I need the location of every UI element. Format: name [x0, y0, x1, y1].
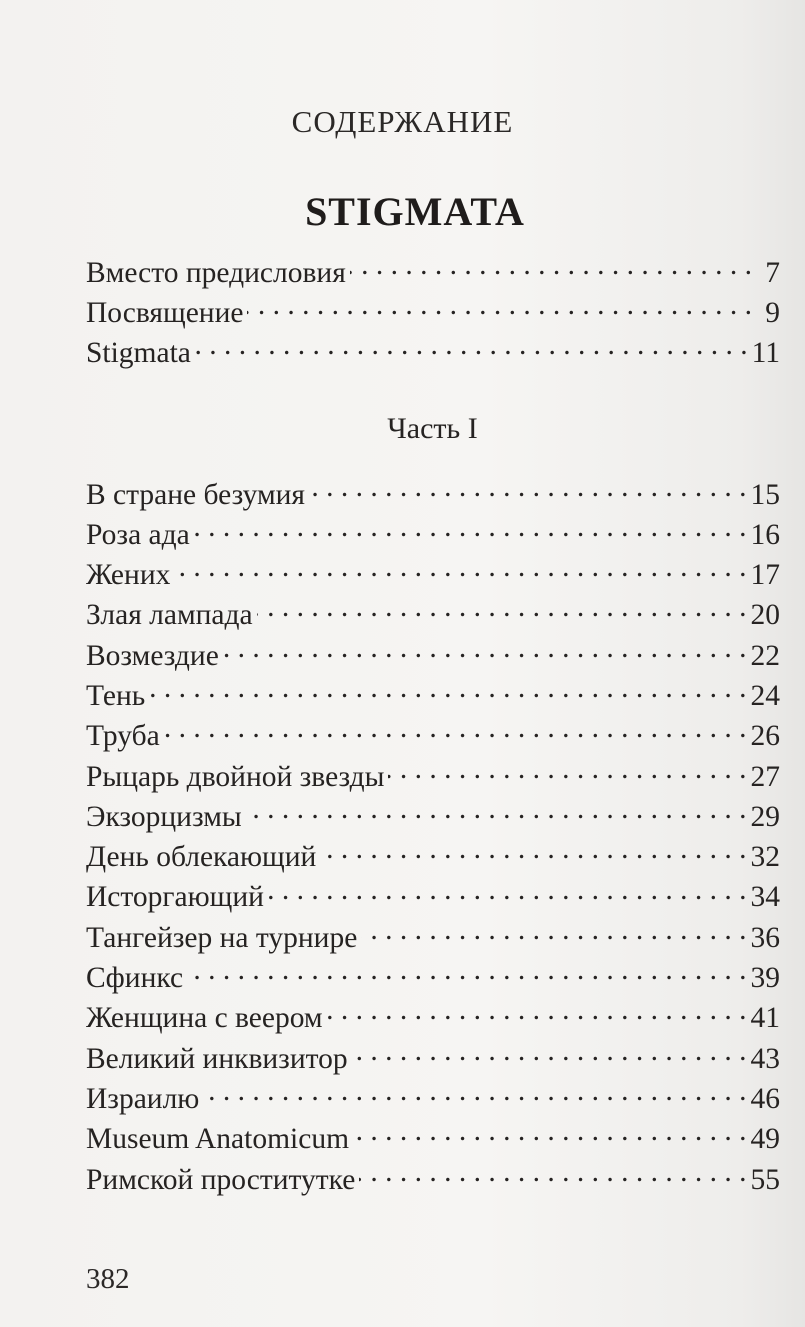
dot-leader [246, 796, 747, 826]
toc-entry [86, 555, 780, 595]
dot-leader [359, 1159, 746, 1189]
toc-entry-title: Stigmata [86, 337, 191, 370]
toc-entry-title: Римской проститутке [86, 1163, 356, 1196]
dot-leader [223, 635, 747, 665]
page-number: 382 [86, 1263, 130, 1295]
dot-leader [361, 917, 746, 947]
section-title: STIGMATA [305, 189, 525, 234]
part-title: Часть I [387, 412, 478, 445]
toc-entry-page: 34 [750, 881, 780, 914]
dot-leader [350, 252, 752, 282]
dot-leader [320, 837, 746, 867]
toc-entry-page: 7 [765, 256, 780, 289]
toc-entry [86, 998, 780, 1038]
toc-entry-page: 16 [750, 518, 780, 551]
toc-entry-title: Сфинкс [86, 962, 184, 995]
dot-leader [187, 958, 746, 988]
dot-leader [257, 595, 747, 625]
toc-entry-title: Посвящение [86, 296, 244, 329]
toc-entry-title: Жених [86, 559, 171, 592]
dot-leader [247, 292, 752, 322]
toc-entry-page: 55 [750, 1163, 780, 1196]
toc-entry-page: 41 [750, 1002, 780, 1035]
toc-entry-title: Женщина с веером [86, 1002, 323, 1035]
toc-entry [86, 877, 780, 917]
toc-entry-title: Museum Anatomicum [86, 1123, 350, 1156]
toc-entry [86, 514, 780, 554]
toc-entry-title: В стране безумия [86, 478, 305, 511]
toc-entry [86, 1038, 780, 1078]
toc-entry-page: 27 [750, 760, 780, 793]
toc-entry [86, 1159, 780, 1199]
dot-leader [149, 675, 746, 705]
dot-leader [268, 877, 747, 907]
toc-entry-title: Злая лампада [86, 599, 253, 632]
toc-entry-page: 22 [750, 639, 780, 672]
toc-entry-page: 43 [750, 1042, 780, 1075]
toc-entry [86, 1119, 780, 1159]
toc-entry [86, 756, 780, 796]
toc-entry-page: 39 [750, 962, 780, 995]
dot-leader [388, 756, 746, 786]
toc-entry [86, 917, 780, 957]
toc-entry-page: 24 [750, 679, 780, 712]
toc-entry [86, 1078, 780, 1118]
toc-entry-title: Труба [86, 720, 160, 753]
contents-heading: СОДЕРЖАНИЕ [291, 104, 514, 139]
toc-entry [86, 837, 780, 877]
toc-entry [86, 292, 780, 332]
toc-entry [86, 333, 780, 373]
toc-entry-page: 32 [750, 841, 780, 874]
toc-entry-title: Роза ада [86, 518, 190, 551]
dot-leader [327, 998, 747, 1028]
toc-entry-page: 11 [751, 337, 780, 370]
toc-entry-page: 46 [750, 1082, 780, 1115]
toc-entry [86, 958, 780, 998]
dot-leader [353, 1119, 746, 1149]
toc-entry-page: 26 [750, 720, 780, 753]
dot-leader [352, 1038, 747, 1068]
toc-entry [86, 595, 780, 635]
toc-entry-title: Тангейзер на турнире [86, 921, 358, 954]
toc-entry [86, 675, 780, 715]
toc-entry [86, 635, 780, 675]
dot-leader [195, 333, 748, 363]
toc-entry-page: 29 [750, 800, 780, 833]
toc-entry-page: 15 [750, 478, 780, 511]
toc-entry-page: 20 [750, 599, 780, 632]
toc-entry-page: 17 [750, 559, 780, 592]
intro-toc-list [86, 252, 780, 373]
toc-entry [86, 716, 780, 756]
toc-entry-title: Экзорцизмы [86, 800, 242, 833]
toc-entry-page: 9 [765, 296, 780, 329]
toc-entry-title: Рыцарь двойной звезды [86, 760, 385, 793]
toc-entry-title: Великий инквизитор [86, 1042, 348, 1075]
toc-entry-page: 36 [750, 921, 780, 954]
toc-entry-title: Возмездие [86, 639, 219, 672]
toc-entry-title: Тень [86, 679, 146, 712]
toc-entry-page: 49 [750, 1123, 780, 1156]
toc-entry-title: Израилю [86, 1082, 200, 1115]
dot-leader [309, 474, 747, 504]
toc-entry [86, 252, 780, 292]
dot-leader [164, 716, 747, 746]
toc-entry-title: Вместо предисловия [86, 256, 346, 289]
dot-leader [203, 1078, 746, 1108]
part1-toc-list [86, 474, 780, 1199]
dot-leader [174, 555, 746, 585]
toc-entry-title: Исторгающий [86, 881, 264, 914]
toc-entry [86, 474, 780, 514]
toc-entry-title: День облекающий [86, 841, 317, 874]
toc-entry [86, 796, 780, 836]
dot-leader [194, 514, 747, 544]
